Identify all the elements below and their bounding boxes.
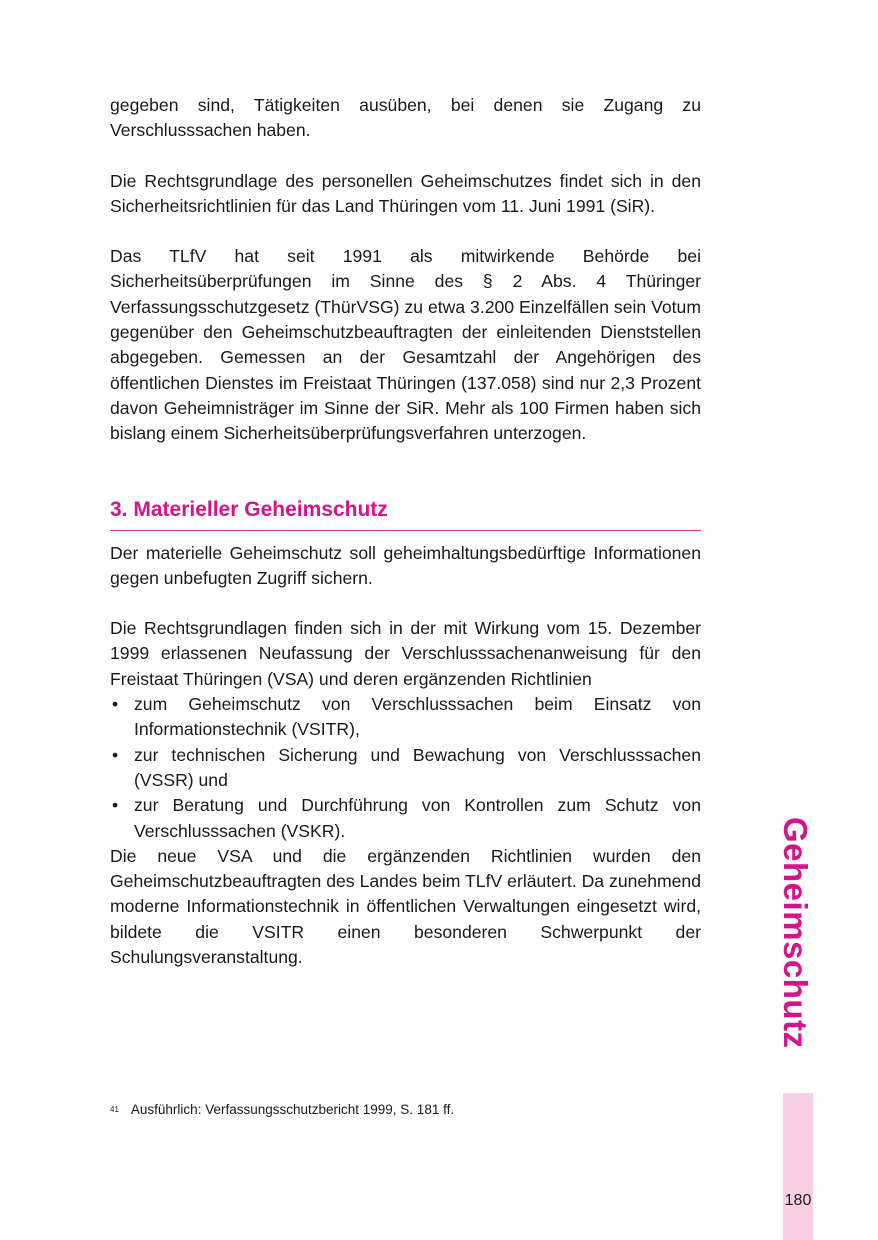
paragraph-continuation: gegeben sind, Tätigkeiten ausüben, bei denen sie Zugang zu Verschlusssachen haben. — [110, 95, 701, 141]
footnote-marker: 41 — [110, 1105, 119, 1114]
side-chapter-label: Geheimschutz — [777, 817, 814, 1049]
page-body — [110, 93, 701, 970]
paragraph-legal-basis-personnel: Die Rechtsgrundlage des personellen Geheimschutzes findet sich in den Sicherheitsrichtlinien für das Land Thüringen vom 11. Juni 1991 (SiR). — [110, 170, 701, 216]
chapter-tab — [783, 1093, 813, 1240]
paragraph-section-intro: Der materielle Geheimschutz soll geheimhaltungsbedürftige Informationen gegen unbefugten Zugriff sichern. — [110, 542, 701, 588]
paragraph-legal-basis-material: Die Rechtsgrundlagen finden sich in der mit Wirkung vom 15. Dezember 1999 erlassenen Neufassung der Verschlusssachenanweisung für den Freistaat Thüringen (VSA) und deren ergänzenden Richtlinien — [110, 618, 701, 689]
page-number: 180 — [784, 1192, 812, 1209]
list-item: • zur Beratung und Durchführung von Kontrollen zum Schutz von Verschlusssachen (VSKR). — [110, 793, 701, 844]
list-item: • zur technischen Sicherung und Bewachung von Verschlusssachen (VSSR) und — [110, 743, 701, 794]
list-item: • zum Geheimschutz von Verschlusssachen beim Einsatz von Informationstechnik (VSITR), — [110, 692, 701, 743]
footnote-text: Ausführlich: Verfassungsschutzbericht 1999, S. 181 ff. — [130, 1102, 455, 1117]
paragraph-closing: Die neue VSA und die ergänzenden Richtlinien wurden den Geheimschutzbeauftragten des Landes beim TLfV erläutert. Da zunehmend moderne Informationstechnik in öffentlichen Verwaltungen eingesetzt wird, bildete die VSITR einen besonderen Schwerpunkt der Schulungsveranstaltung. — [110, 845, 701, 968]
heading-rule — [110, 530, 701, 531]
section-heading: 3. Materieller Geheimschutz — [110, 497, 388, 521]
paragraph-tlfv-statistics: Das TLfV hat seit 1991 als mitwirkende Behörde bei Sicherheitsüberprüfungen im Sinne des § 2 Abs. 4 Thüringer Verfassungsschutzgesetz (ThürVSG) zu etwa 3.200 Einzelfällen sein Votum gegenüber den Geheimschutzbeauftragten der einleitenden Dienststellen abgegeben. Gemessen an der Gesamtzahl der Angehörigen des öffentlichen Dienstes im Freistaat Thüringen (137.058) sind nur 2,3 Prozent davon Geheimnisträger im Sinne der SiR. Mehr als 100 Firmen haben sich bislang einem Sicherheitsüberprüfungsverfahren unterzogen. — [110, 246, 701, 444]
side-chapter-title — [775, 815, 815, 1051]
guideline-list — [110, 692, 701, 844]
footnote — [110, 1101, 454, 1119]
